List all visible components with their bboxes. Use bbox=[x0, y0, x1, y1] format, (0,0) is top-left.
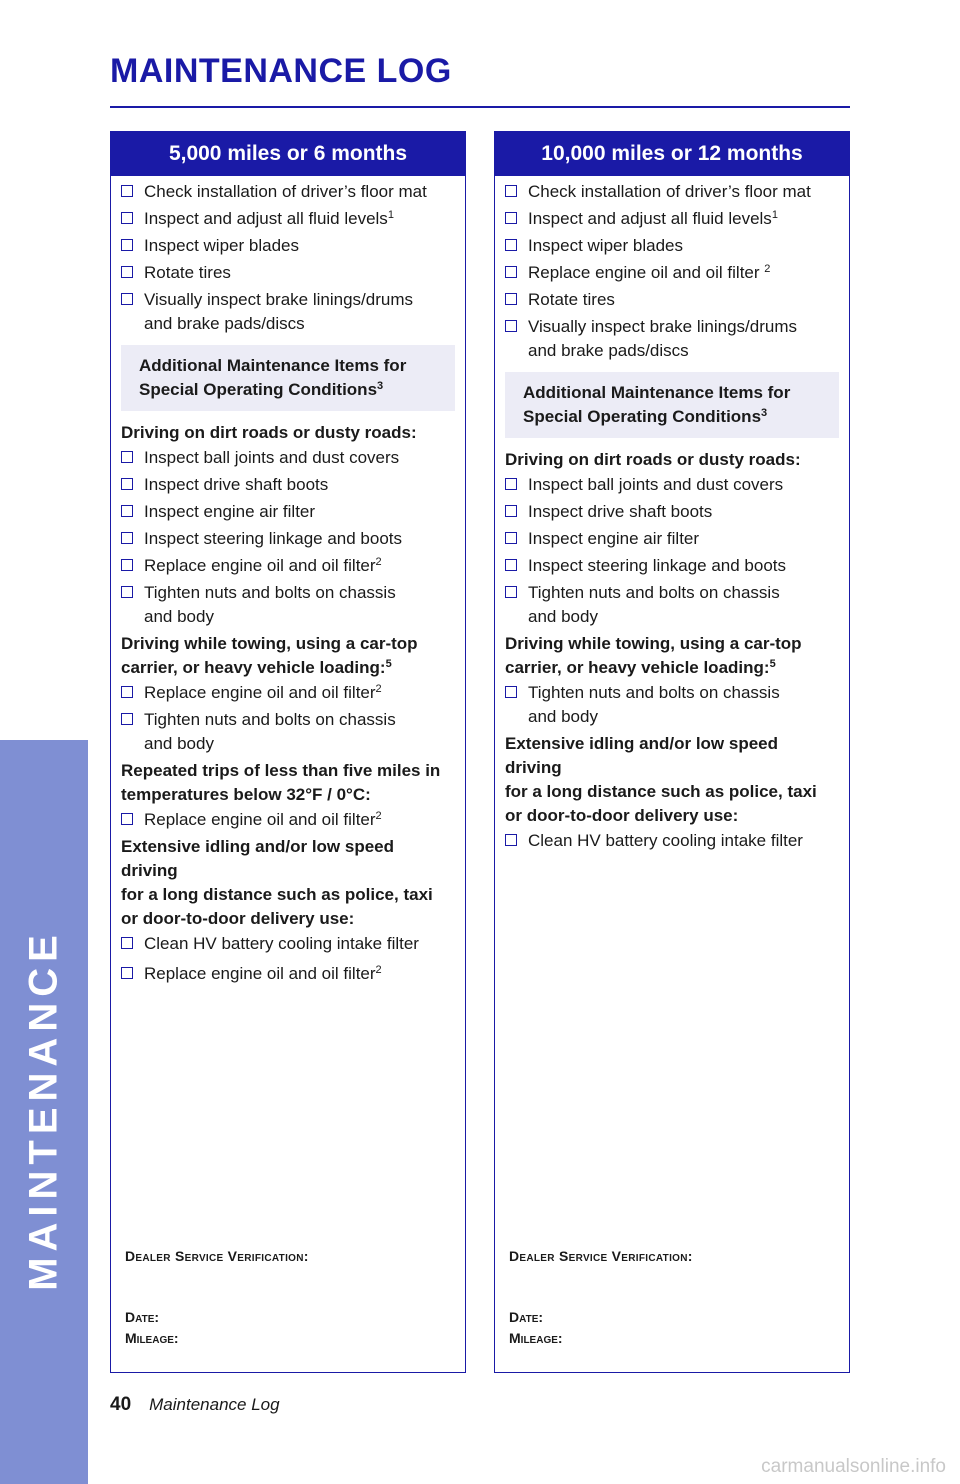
page-number: 40 bbox=[110, 1394, 132, 1415]
dealer-verification-label: Dealer Service Verification: bbox=[125, 1248, 309, 1264]
special-conditions-panel: Additional Maintenance Items for Special Operating Conditions$^3$ bbox=[505, 372, 839, 438]
interval-card-10000 bbox=[494, 131, 850, 1373]
checkbox[interactable] bbox=[121, 967, 133, 979]
checklist-item: Replace engine oil and oil filter$^2$ bbox=[121, 681, 455, 705]
checklist-item: Tighten nuts and bolts on chassis and body bbox=[121, 581, 455, 629]
date-label: Date: bbox=[509, 1309, 544, 1325]
condition-heading: Repeated trips of less than five miles in temperatures below 32°F / 0°C: bbox=[121, 761, 441, 804]
condition-heading: Driving on dirt roads or dusty roads: bbox=[505, 450, 801, 469]
checkbox[interactable] bbox=[121, 239, 133, 251]
checkbox[interactable] bbox=[121, 266, 133, 278]
checklist-item: Inspect steering linkage and boots bbox=[505, 554, 839, 578]
checklist-item: Inspect wiper blades bbox=[505, 234, 839, 258]
dealer-verification-label: Dealer Service Verification: bbox=[509, 1248, 693, 1264]
footer-section-label: Maintenance Log bbox=[149, 1395, 280, 1414]
checklist-item: Clean HV battery cooling intake filter bbox=[505, 829, 839, 853]
checklist-item: Inspect and adjust all fluid levels$^1$ bbox=[505, 207, 839, 231]
checklist-item: Visually inspect brake linings/drums and brake pads/discs bbox=[121, 288, 455, 336]
checkbox[interactable] bbox=[505, 559, 517, 571]
checklist-item: Replace engine oil and oil filter$^2$ bbox=[121, 554, 455, 578]
checklist-item: Inspect drive shaft boots bbox=[505, 500, 839, 524]
checkbox[interactable] bbox=[505, 239, 517, 251]
condition-heading: Driving while towing, using a car-top carrier, or heavy vehicle loading:$^5$ bbox=[121, 634, 418, 677]
title-divider bbox=[110, 106, 850, 108]
checkbox[interactable] bbox=[121, 937, 133, 949]
checkbox[interactable] bbox=[505, 586, 517, 598]
mileage-label: Mileage: bbox=[509, 1330, 563, 1346]
checkbox[interactable] bbox=[121, 185, 133, 197]
checklist-item: Inspect steering linkage and boots bbox=[121, 527, 455, 551]
special-conditions-panel: Additional Maintenance Items for Special Operating Conditions$^3$ bbox=[121, 345, 455, 411]
checklist-item: Inspect ball joints and dust covers bbox=[505, 473, 839, 497]
checkbox[interactable] bbox=[505, 505, 517, 517]
checklist-item: Rotate tires bbox=[505, 288, 839, 312]
checkbox[interactable] bbox=[505, 293, 517, 305]
checklist-item: Tighten nuts and bolts on chassis and body bbox=[505, 681, 839, 729]
interval-card-5000 bbox=[110, 131, 466, 1373]
checklist-item: Replace engine oil and oil filter$^2$ bbox=[121, 962, 455, 986]
checkbox[interactable] bbox=[121, 586, 133, 598]
checklist-item: Inspect ball joints and dust covers bbox=[121, 446, 455, 470]
checkbox[interactable] bbox=[505, 478, 517, 490]
page-title: MAINTENANCE LOG bbox=[110, 52, 452, 90]
checkbox[interactable] bbox=[121, 686, 133, 698]
checkbox[interactable] bbox=[121, 813, 133, 825]
checklist-item: Tighten nuts and bolts on chassis and body bbox=[505, 581, 839, 629]
checklist-item: Clean HV battery cooling intake filter bbox=[121, 932, 455, 956]
checkbox[interactable] bbox=[121, 212, 133, 224]
checklist-item: Tighten nuts and bolts on chassis and body bbox=[121, 708, 455, 756]
checklist-item: Rotate tires bbox=[121, 261, 455, 285]
checkbox[interactable] bbox=[505, 834, 517, 846]
watermark: carmanualsonline.info bbox=[761, 1456, 946, 1477]
date-label: Date: bbox=[125, 1309, 160, 1325]
checklist-item: Inspect engine air filter bbox=[505, 527, 839, 551]
checkbox[interactable] bbox=[121, 293, 133, 305]
checkbox[interactable] bbox=[121, 505, 133, 517]
checklist-item: Inspect drive shaft boots bbox=[121, 473, 455, 497]
checklist-item: Check installation of driver’s floor mat bbox=[121, 180, 455, 204]
checkbox[interactable] bbox=[121, 559, 133, 571]
interval-header: 5,000 miles or 6 months bbox=[111, 132, 465, 176]
condition-heading: Driving on dirt roads or dusty roads: bbox=[121, 423, 417, 442]
checkbox[interactable] bbox=[121, 713, 133, 725]
checklist-item: Inspect and adjust all fluid levels$^1$ bbox=[121, 207, 455, 231]
condition-heading: Extensive idling and/or low speed driving for a long distance such as police, taxi or door-to-door delivery use: bbox=[505, 734, 817, 825]
checklist-item: Visually inspect brake linings/drums and brake pads/discs bbox=[505, 315, 839, 363]
checklist-item: Replace engine oil and oil filter$^2$ bbox=[121, 808, 455, 832]
checkbox[interactable] bbox=[505, 266, 517, 278]
side-tab-label: MAINTENANCE bbox=[21, 929, 66, 1291]
mileage-label: Mileage: bbox=[125, 1330, 179, 1346]
checkbox[interactable] bbox=[121, 478, 133, 490]
checkbox[interactable] bbox=[505, 212, 517, 224]
condition-heading: Extensive idling and/or low speed driving for a long distance such as police, taxi or door-to-door delivery use: bbox=[121, 837, 433, 928]
checkbox[interactable] bbox=[505, 320, 517, 332]
checkbox[interactable] bbox=[121, 451, 133, 463]
page-footer bbox=[110, 1394, 280, 1416]
checklist-item: Replace engine oil and oil filter $^2$ bbox=[505, 261, 839, 285]
checkbox[interactable] bbox=[505, 185, 517, 197]
interval-header: 10,000 miles or 12 months bbox=[495, 132, 849, 176]
checklist-item: Inspect engine air filter bbox=[121, 500, 455, 524]
checkbox[interactable] bbox=[505, 686, 517, 698]
checkbox[interactable] bbox=[121, 532, 133, 544]
condition-heading: Driving while towing, using a car-top carrier, or heavy vehicle loading:$^5$ bbox=[505, 634, 802, 677]
checklist-item: Check installation of driver’s floor mat bbox=[505, 180, 839, 204]
checklist-item: Inspect wiper blades bbox=[121, 234, 455, 258]
checkbox[interactable] bbox=[505, 532, 517, 544]
